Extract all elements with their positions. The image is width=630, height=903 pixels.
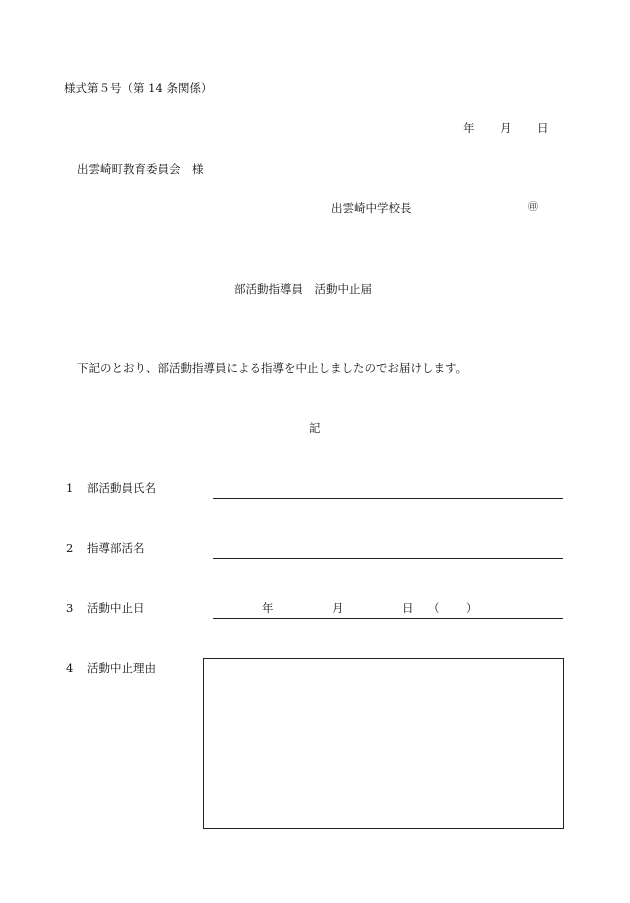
stop-reason-box[interactable] (203, 658, 564, 829)
item-number: 1 (66, 481, 74, 495)
stop-date-day: 日 (402, 601, 414, 615)
item-number: 3 (66, 601, 74, 615)
ki-heading: 記 (309, 421, 321, 435)
item-label-club-name: 指導部活名 (87, 541, 145, 555)
item-label-stop-reason: 活動中止理由 (87, 661, 156, 675)
stop-date-close-paren: ） (466, 601, 478, 615)
addressee: 出雲崎町教育委員会 様 (77, 162, 204, 176)
item-label-stop-date: 活動中止日 (87, 601, 145, 615)
date-day: 日 (537, 121, 549, 135)
date-year: 年 (463, 121, 475, 135)
form-number: 様式第５号（第 14 条関係） (64, 81, 213, 95)
item-number: 4 (66, 661, 74, 675)
body-text: 下記のとおり、部活動指導員による指導を中止しましたのでお届けします。 (77, 361, 468, 375)
member-name-field[interactable] (213, 498, 563, 499)
stop-date-year: 年 (262, 601, 274, 615)
club-name-field[interactable] (213, 558, 563, 559)
item-label-member-name: 部活動員氏名 (87, 481, 156, 495)
seal-mark: ㊞ (528, 202, 538, 213)
stop-date-field[interactable] (213, 618, 563, 619)
document-title: 部活動指導員 活動中止届 (234, 282, 372, 296)
sender-name: 出雲崎中学校長 (331, 201, 412, 215)
stop-date-month: 月 (332, 601, 344, 615)
item-number: 2 (66, 541, 74, 555)
date-month: 月 (500, 121, 512, 135)
stop-date-open-paren: （ (428, 601, 440, 615)
